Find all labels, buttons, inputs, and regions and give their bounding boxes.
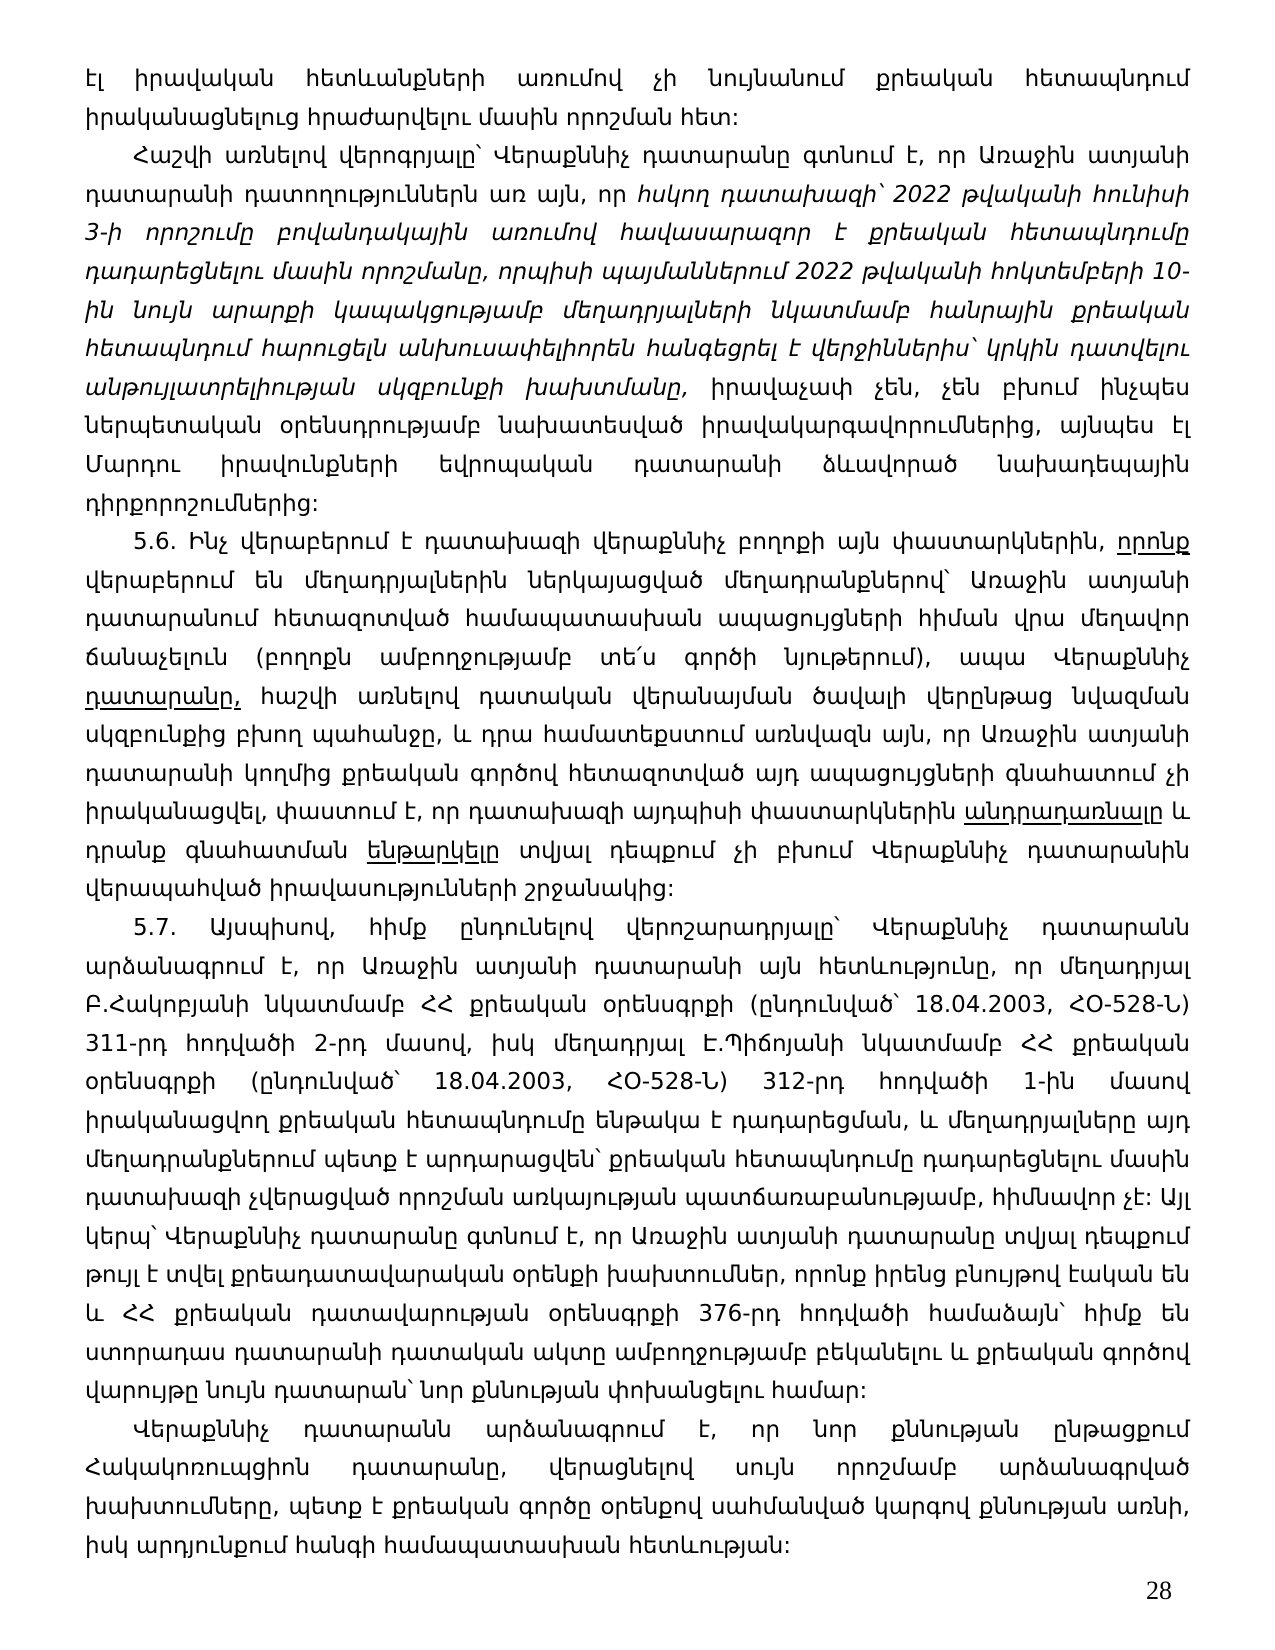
paragraphs [85,60,1190,1565]
text-segment-normal: հաշվի առնելով դատական վերանայման ծավալի վերընթաց նվազման սկզբունքից բխող պահանջը, և դրա համատեքստում առնվազն այն, որ Առաջին ատյանի դատարանի կողմից քրեական գործով հետազոտված այդ ապացույցների գնահատում չի իրականացվել, փաստում է, որ դատախազի այդպիսի փաստարկներին [85,683,1190,826]
paragraph [85,1411,1190,1565]
document-body [85,60,1190,1565]
page-number: 28 [1146,1576,1172,1605]
paragraph [85,909,1190,1411]
text-segment-underline: որոնք [1117,529,1190,556]
text-segment-normal: 5.7. Այսպիսով, հիմք ընդունելով վերոշարադրյալը՝ Վերաքննիչ դատարանն արձանագրում է, որ Առաջին ատյանի դատարանի այն հետևությունը, որ մեղադրյալ Բ.Հակոբյանի նկատմամբ ՀՀ քրեական օրենսգրքի (ընդունված՝ 18.04.2003, ՀՕ-528-Ն) 311-րդ հոդվածի 2-րդ մասով, իսկ մեղադրյալ Է.Պիճոյանի նկատմամբ ՀՀ քրեական օրենսգրքի (ընդունված՝ 18.04.2003, ՀՕ-528-Ն) 312-րդ հոդվածի 1-ին մասով իրականացվող քրեական հետապնդումը ենթակա է դադարեցման, և մեղադրյալները այդ մեղադրանքներում պետք է արդարացվեն՝ քրեական հետապնդումը դադարեցնելու մասին դատախազի չվերացված որոշման առկայության պատճառաբանությամբ, հիմնավոր չէ: Այլ կերպ՝ Վերաքննիչ դատարանը գտնում է, որ Առաջին ատյանի դատարանը տվյալ դեպքում թույլ է տվել քրեադատավարական օրենքի խախտումներ, որոնք իրենց բնույթով էական են և ՀՀ քրեական դատավարության օրենսգրքի 376-րդ հոդվածի համաձայն՝ հիմք են ստորադաս դատարանի դատական ակտը ամբողջությամբ բեկանելու և քրեական գործով վարույթը նույն դատարան՝ նոր քննության փոխանցելու համար: [85,915,1190,1405]
text-segment-underline: անդրադառնալը [964,799,1164,826]
text-segment-normal: 5.6. Ինչ վերաբերում է դատախազի վերաքննիչ բողոքի այն փաստարկներին, [133,529,1118,556]
text-segment-normal: վերաբերում են մեղադրյալներին ներկայացված մեղադրանքներով՝ Առաջին ատյանի դատարանում հետազոտված համապատասխան ապացույցների հիման վրա մեղավոր ճանաչելուն (բողոքն ամբողջությամբ տե՛ս գործի նյութերում), ապա Վերաքննիչ [85,567,1190,671]
text-segment-underline: ենթարկելը [366,837,500,864]
text-segment-normal: տվյալ դեպքում չի բխում Վերաքննիչ դատարանին վերապահված իրավասությունների շրջանակից: [85,837,1190,903]
paragraph [85,137,1190,523]
text-segment-normal: Վերաքննիչ դատարանն արձանագրում է, որ նոր քննության ընթացքում Հակակոռուպցիոն դատարանը, վերացնելով սույն որոշմամբ արձանագրված խախտումները, պետք է քրեական գործը օրենքով սահմանված կարգով քննության առնի, իսկ արդյունքում հանգի համապատասխան հետևության: [85,1416,1190,1559]
paragraph [85,523,1190,909]
text-segment-normal: էլ իրավական հետևանքների առումով չի նույնանում քրեական հետապնդում իրականացնելուց հրաժարվելու մասին որոշման հետ: [85,66,1190,131]
text-segment-italic: հսկող դատախազի՝ 2022 թվականի հունիսի 3-ի որոշումը բովանդակային առումով հավասարազոր է քրեական հետապնդումը դադարեցնելու մասին որոշմանը, որպիսի պայմաններում 2022 թվականի հոկտեմբերի 10-ին նույն արարքի կապակցությամբ մեղադրյալների նկատմամբ հանրային քրեական հետապնդում հարուցելն անխուսափելիորեն հանգեցրել է վերջիններիս՝ կրկին դատվելու անթույլատրելիության սկզբունքի խախտմանը, [85,181,1190,401]
text-segment-normal: և դրանք գնահատման [85,799,1190,864]
text-segment-underline: դատարանը, [85,683,241,710]
text-segment-normal: Հաշվի առնելով վերոգրյալը՝ Վերաքննիչ դատարանը գտնում է, որ Առաջին ատյանի դատարանի դատողություններն առ այն, որ [85,143,1190,208]
text-segment-normal: իրավաչափ չեն, չեն բխում ինչպես ներպետական օրենսդրությամբ նախատեսված իրավակարգավորումներից, այնպես էլ Մարդու իրավունքների եվրոպական դատարանի ձևավորած նախադեպային դիրքորոշումներից: [85,374,1190,517]
paragraph [85,60,1190,137]
